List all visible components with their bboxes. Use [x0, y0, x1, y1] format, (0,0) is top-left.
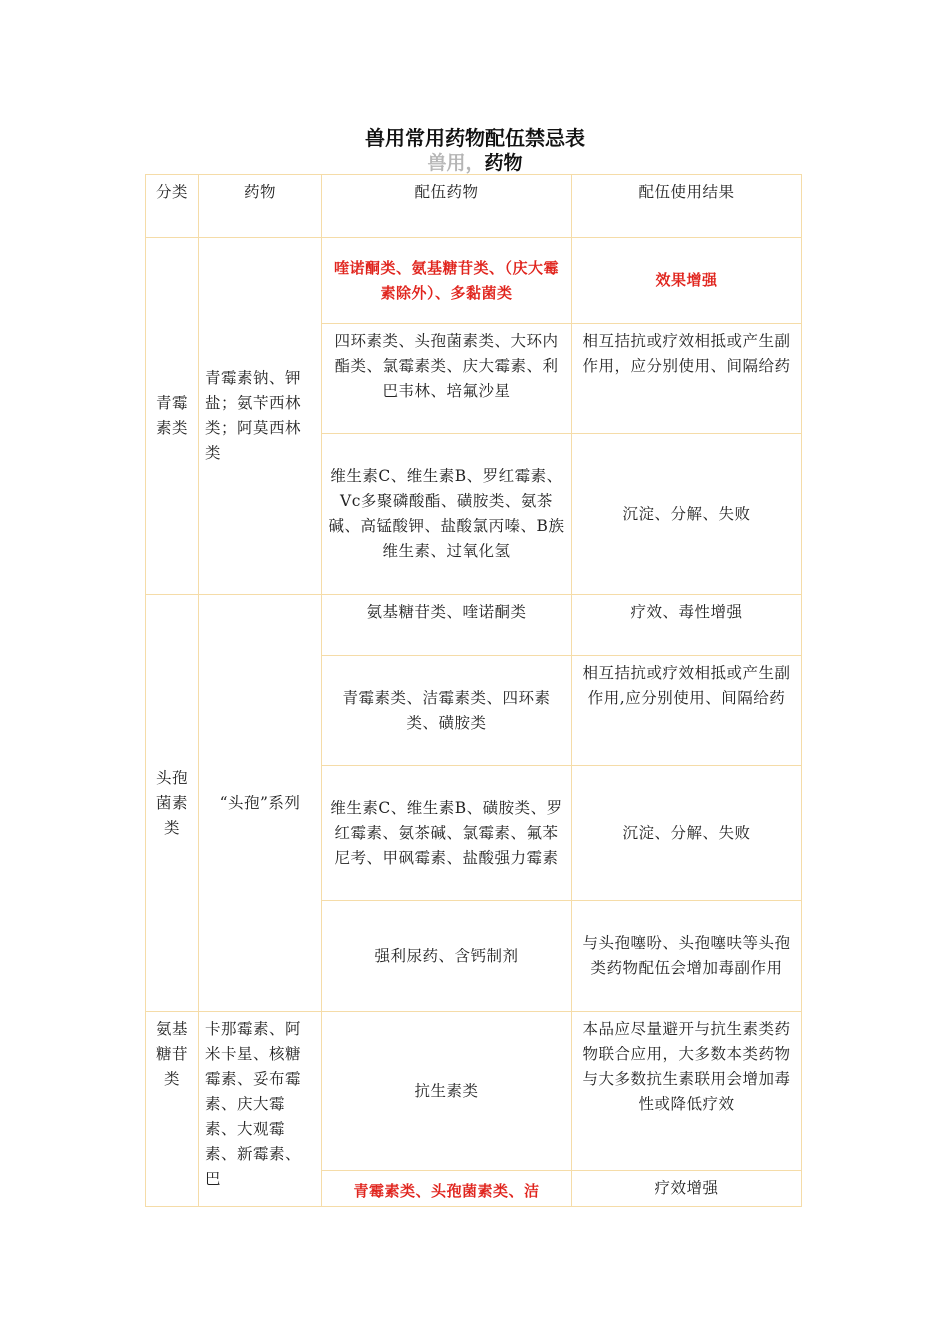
page-title: 兽用常用药物配伍禁忌表 — [365, 126, 585, 150]
compatibility-table — [145, 174, 802, 1207]
table-row — [146, 238, 802, 324]
result-cell: 沉淀、分解、失败 — [572, 434, 802, 595]
category-cell: 头孢菌素类 — [146, 595, 199, 1012]
result-cell: 相互拮抗或疗效相抵或产生副作用,应分别使用、间隔给药 — [572, 656, 802, 766]
header-result: 配伍使用结果 — [572, 175, 802, 238]
drug-cell: “头孢”系列 — [199, 595, 322, 1012]
combo-cell: 喹诺酮类、氨基糖苷类、（庆大霉素除外）、多黏菌类 — [322, 238, 572, 324]
header-category: 分类 — [146, 175, 199, 238]
combo-cell: 氨基糖苷类、喹诺酮类 — [322, 595, 572, 656]
header-row — [146, 175, 802, 238]
drug-cell: 卡那霉素、阿米卡星、核糖霉素、妥布霉素、庆大霉素、大观霉素、新霉素、巴 — [199, 1012, 322, 1207]
result-cell: 相互拮抗或疗效相抵或产生副作用，应分别使用、间隔给药 — [572, 324, 802, 434]
combo-cell: 抗生素类 — [322, 1012, 572, 1171]
category-cell: 氨基糖苷类 — [146, 1012, 199, 1207]
combo-cell: 强利尿药、含钙制剂 — [322, 901, 572, 1012]
page-subtitle — [0, 148, 950, 175]
category-cell: 青霉素类 — [146, 238, 199, 595]
header-combo: 配伍药物 — [322, 175, 572, 238]
result-cell: 本品应尽量避开与抗生素类药物联合应用，大多数本类药物与大多数抗生素联用会增加毒性或降低疗效 — [572, 1012, 802, 1171]
result-cell: 疗效增强 — [572, 1171, 802, 1207]
subtitle-bold: 药物 — [484, 152, 523, 174]
result-cell: 沉淀、分解、失败 — [572, 766, 802, 901]
combo-cell: 维生素C、维生素B、罗红霉素、Vc多聚磷酸酯、磺胺类、氨茶碱、高锰酸钾、盐酸氯丙嗪、B族维生素、过氧化氢 — [322, 434, 572, 595]
table-row — [146, 1012, 802, 1171]
combo-cell: 四环素类、头孢菌素类、大环内酯类、氯霉素类、庆大霉素、利巴韦林、培氟沙星 — [322, 324, 572, 434]
combo-cell: 维生素C、维生素B、磺胺类、罗红霉素、氨茶碱、氯霉素、氟苯尼考、甲砜霉素、盐酸强力霉素 — [322, 766, 572, 901]
table-row — [146, 595, 802, 656]
subtitle-faded: 兽用， — [427, 152, 485, 174]
combo-cell: 青霉素类、洁霉素类、四环素类、磺胺类 — [322, 656, 572, 766]
result-cell: 疗效、毒性增强 — [572, 595, 802, 656]
header-drug: 药物 — [199, 175, 322, 238]
result-cell: 与头孢噻吩、头孢噻呋等头孢类药物配伍会增加毒副作用 — [572, 901, 802, 1012]
combo-cell: 青霉素类、头孢菌素类、洁 — [322, 1171, 572, 1207]
result-cell: 效果增强 — [572, 238, 802, 324]
drug-cell: 青霉素钠、钾盐；氨苄西林类；阿莫西林类 — [199, 238, 322, 595]
